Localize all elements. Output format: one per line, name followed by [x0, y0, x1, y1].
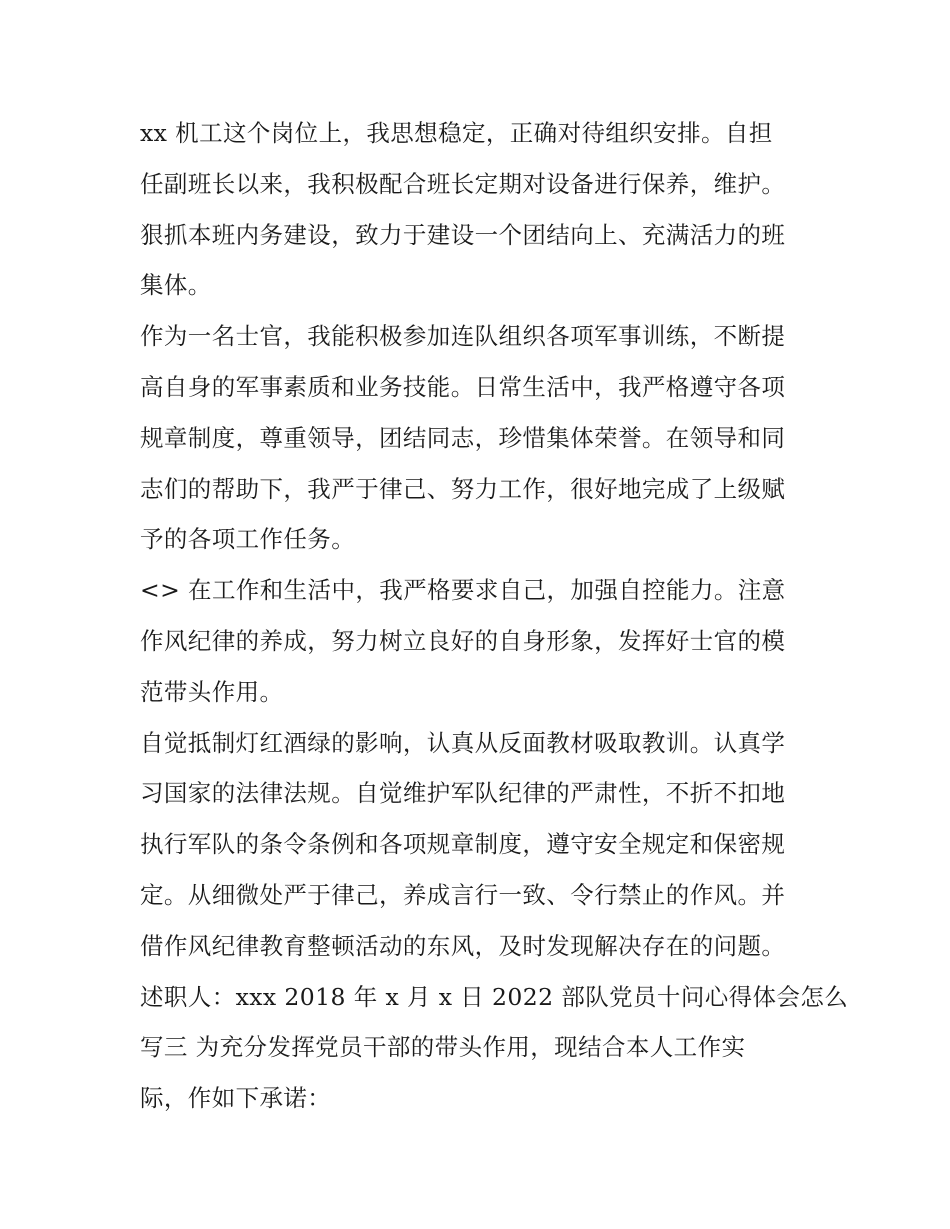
text-line: 集体。 [140, 271, 212, 300]
text-line: 写三 为充分发挥党员干部的带头作用，现结合本人工作实 [140, 1033, 746, 1062]
text-line: 际，作如下承诺： [140, 1084, 332, 1113]
text-line: 执行军队的条令条例和各项规章制度，遵守安全规定和保密规 [140, 830, 786, 859]
text-line: 规章制度，尊重领导，团结同志，珍惜集体荣誉。在领导和同 [140, 423, 786, 452]
text-line: xx 机工这个岗位上，我思想稳定，正确对待组织安排。自担 [140, 119, 773, 147]
text-line: 定。从细微处严于律己，养成言行一致、令行禁止的作风。并 [140, 880, 786, 909]
text-line: 作为一名士官，我能积极参加连队组织各项军事训练，不断提 [140, 322, 786, 351]
text-line: 述职人：xxx 2018 年 x 月 x 日 2022 部队党员十问心得体会怎么 [140, 982, 849, 1011]
text-line: 任副班长以来，我积极配合班长定期对设备进行保养，维护。 [140, 169, 786, 198]
text-line: 予的各项工作任务。 [140, 525, 356, 554]
text-line: 高自身的军事素质和业务技能。日常生活中，我严格遵守各项 [140, 372, 786, 401]
text-line: 习国家的法律法规。自觉维护军队纪律的严肃性，不折不扣地 [140, 779, 786, 808]
document-body [140, 108, 849, 1124]
text-line: 志们的帮助下，我严于律己、努力工作，很好地完成了上级赋 [140, 474, 786, 503]
text-line: 狠抓本班内务建设，致力于建设一个团结向上、充满活力的班 [140, 220, 786, 249]
text-line: 范带头作用。 [140, 677, 284, 706]
text-line: 借作风纪律教育整顿活动的东风，及时发现解决存在的问题。 [140, 931, 786, 960]
text-line: 自觉抵制灯红酒绿的影响，认真从反面教材吸取教训。认真学 [140, 728, 786, 757]
text-line: 作风纪律的养成，努力树立良好的自身形象，发挥好士官的模 [140, 626, 786, 655]
text-line: <> 在工作和生活中，我严格要求自己，加强自控能力。注意 [140, 576, 786, 605]
